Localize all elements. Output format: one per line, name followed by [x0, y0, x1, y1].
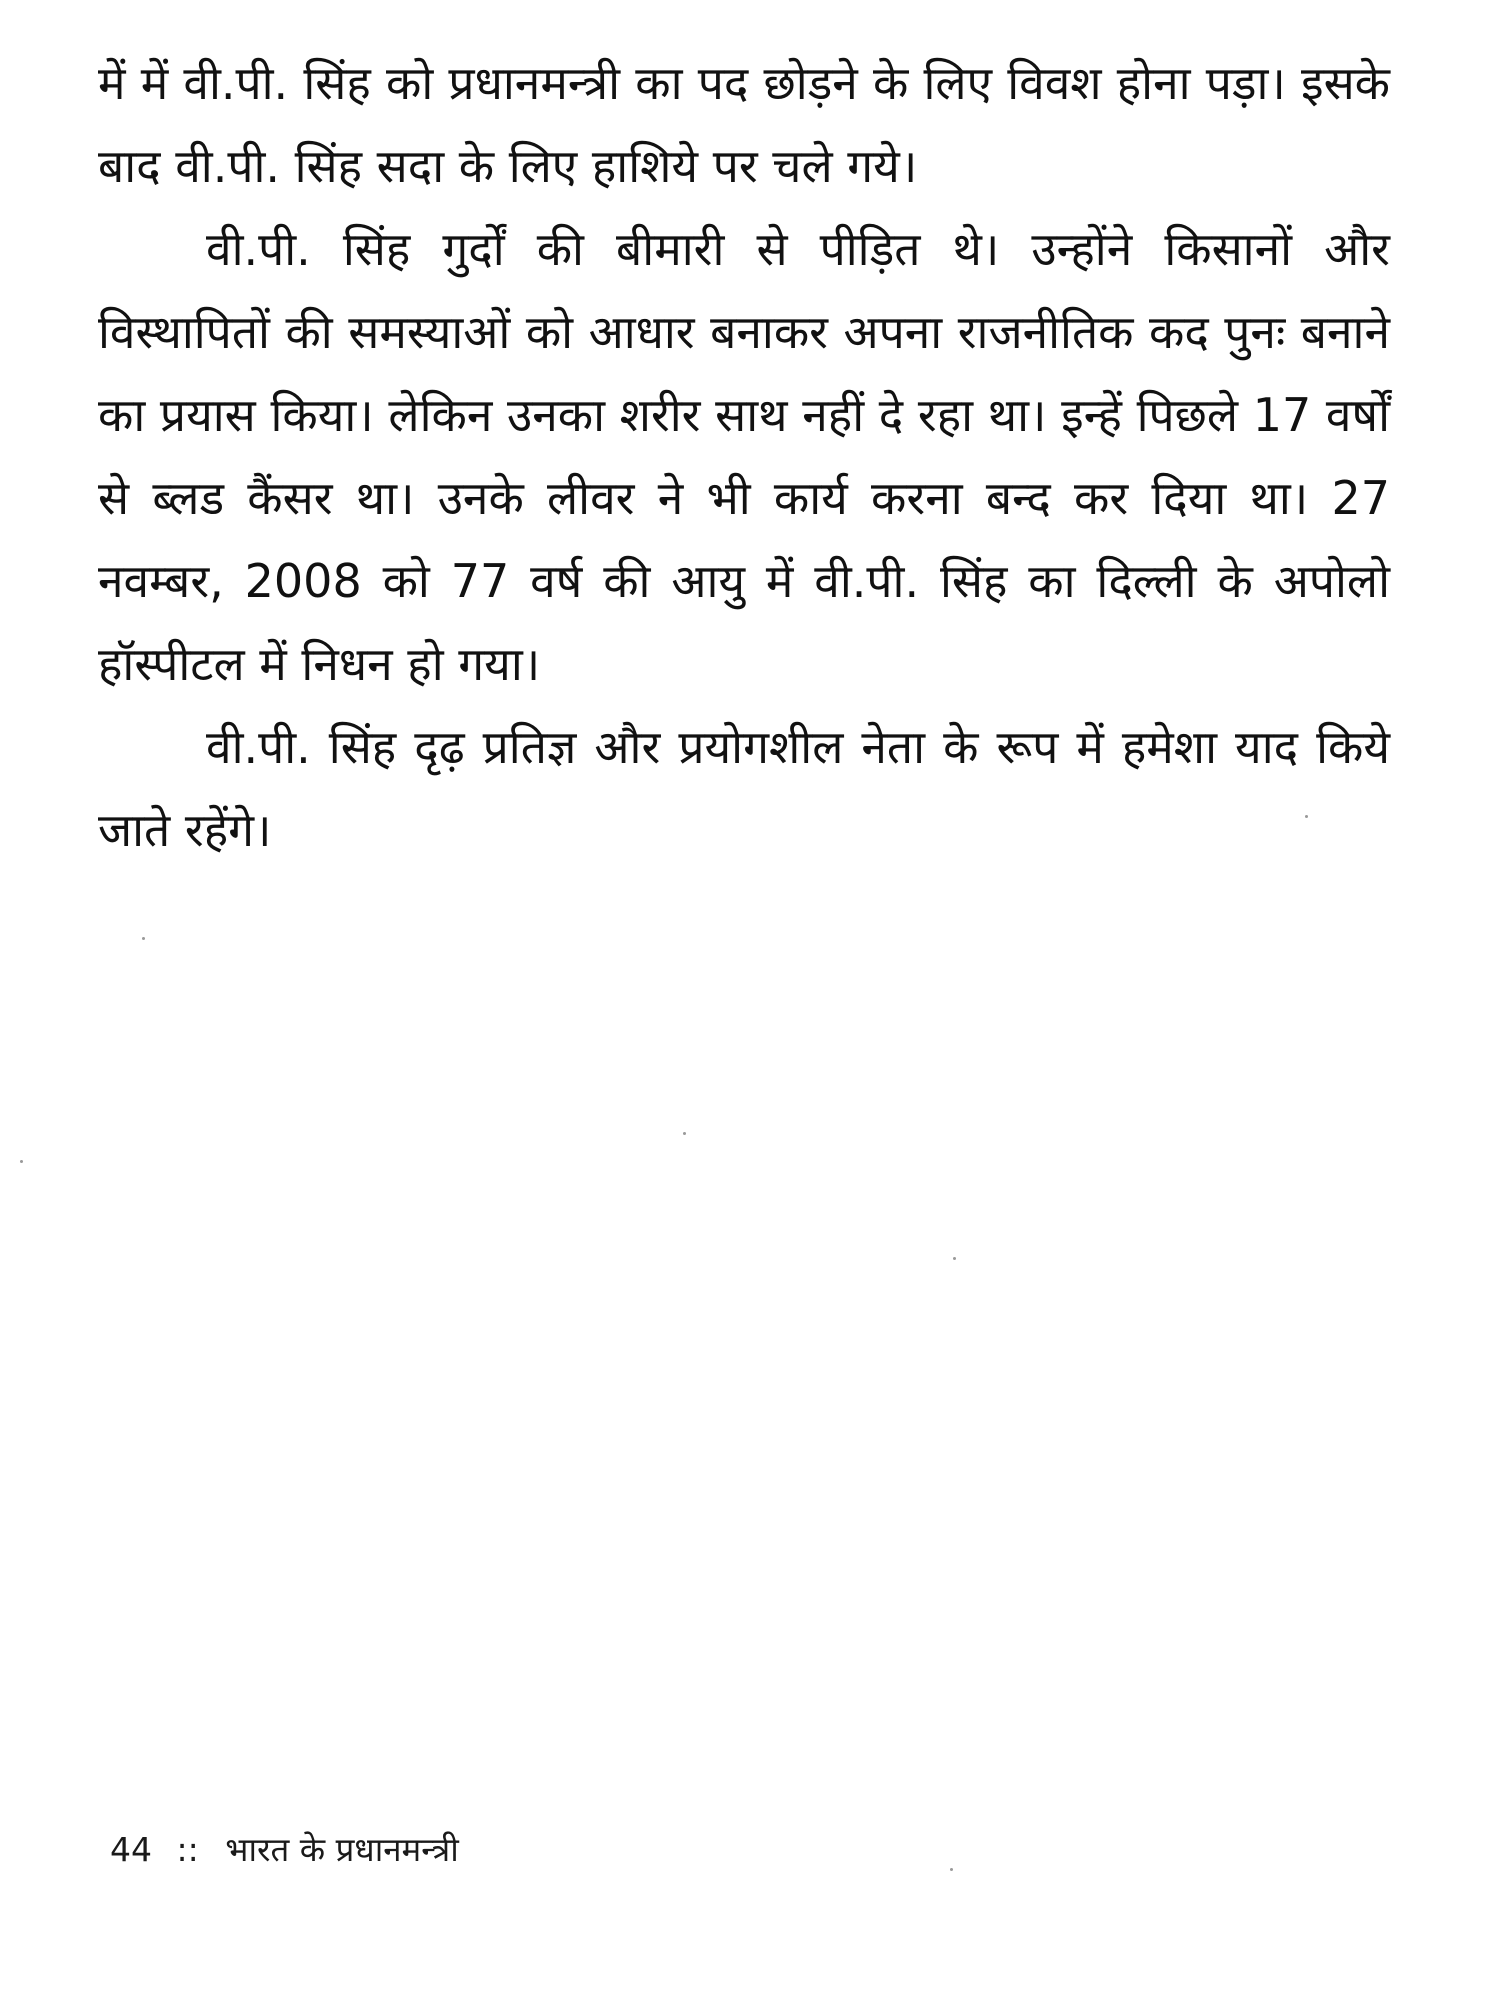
page-footer: [110, 1828, 459, 1872]
book-title: भारत के प्रधानमन्त्री: [225, 1830, 459, 1869]
scan-speck: [20, 1160, 23, 1163]
scan-speck: [142, 937, 145, 940]
page-number: 44: [110, 1830, 152, 1869]
page-body: [98, 42, 1390, 872]
footer-separator: ::: [176, 1830, 199, 1869]
paragraph-health-and-death: वी.पी. सिंह गुर्दों की बीमारी से पीड़ित थे। उन्होंने किसानों और विस्थापितों की समस्याओं को आधार बनाकर अपना राजनीतिक कद पुनः बनाने का प्रयास किया। लेकिन उनका शरीर साथ नहीं दे रहा था। इन्हें पिछले 17 वर्षों से ब्लड कैंसर था। उनके लीवर ने भी कार्य करना बन्द कर दिया था। 27 नवम्बर, 2008 को 77 वर्ष की आयु में वी.पी. सिंह का दिल्ली के अपोलो हॉस्पीटल में निधन हो गया।: [98, 222, 1390, 691]
paragraph-continuation: में में वी.पी. सिंह को प्रधानमन्त्री का पद छोड़ने के लिए विवश होना पड़ा। इसके बाद वी.पी. सिंह सदा के लिए हाशिये पर चले गये।: [98, 56, 1390, 193]
scan-speck: [950, 1868, 953, 1871]
scan-speck: [683, 1132, 686, 1135]
paragraph-legacy: वी.पी. सिंह दृढ़ प्रतिज्ञ और प्रयोगशील नेता के रूप में हमेशा याद किये जाते रहेंगे।: [98, 720, 1390, 857]
scan-speck: [953, 1257, 956, 1260]
scan-speck: [1305, 815, 1308, 818]
